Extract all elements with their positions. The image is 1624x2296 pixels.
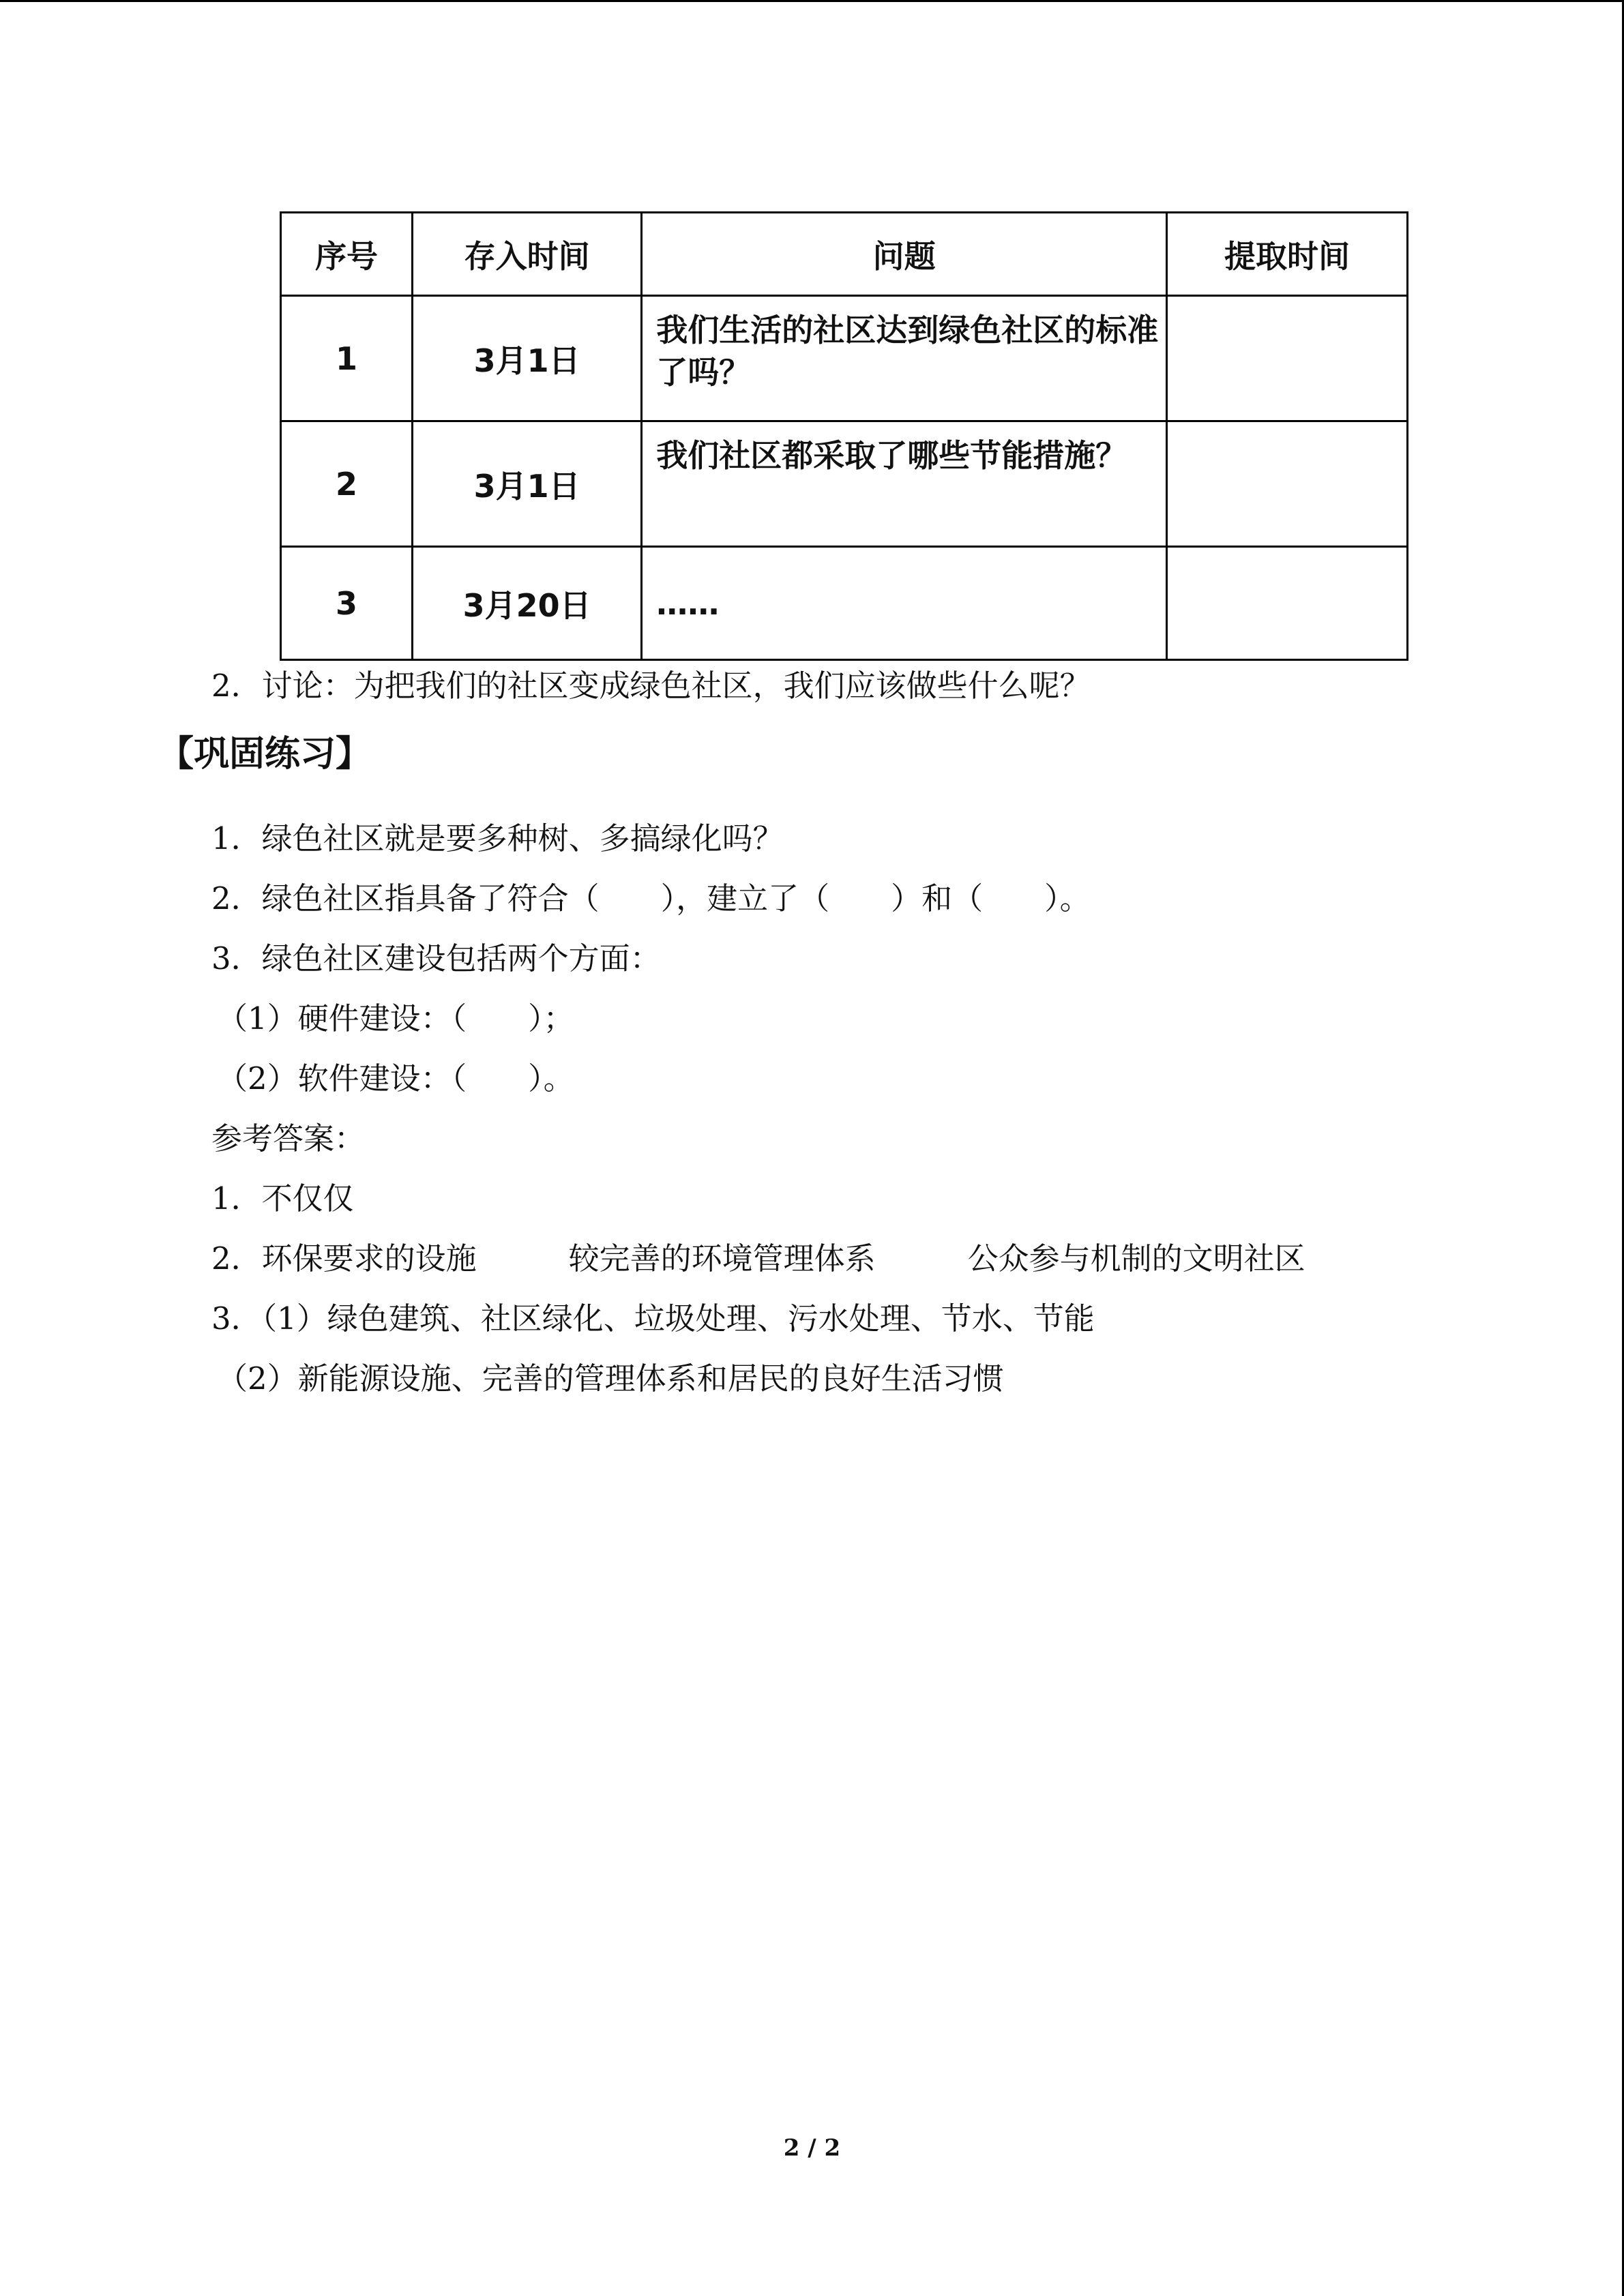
table-row (281, 421, 1408, 547)
header-question: 问题 (642, 213, 1167, 296)
table-header-row (281, 213, 1408, 296)
cell-extract (1167, 547, 1408, 660)
question-record-table (280, 211, 1408, 661)
table-row (281, 296, 1408, 421)
cell-time: 3月20日 (413, 547, 642, 660)
cell-seq: 3 (281, 547, 413, 660)
page-number: 2 / 2 (783, 2134, 841, 2162)
cell-time: 3月1日 (413, 421, 642, 547)
exercise-line: （1）硬件建设：（ ）； (217, 1000, 574, 1037)
exercise-line: 2．绿色社区指具备了符合（ ），建立了（ ）和（ ）。 (211, 880, 1091, 916)
cell-question: …… (642, 547, 1167, 660)
header-seq: 序号 (281, 213, 413, 296)
answers-title: 参考答案： (211, 1120, 366, 1157)
cell-question: 我们生活的社区达到绿色社区的标准了吗？ (642, 296, 1167, 421)
answer-line: 3．（1）绿色建筑、社区绿化、垃圾处理、污水处理、节水、节能 (211, 1300, 1095, 1337)
exercise-line: 1．绿色社区就是要多种树、多搞绿化吗？ (211, 820, 784, 856)
discussion-line: 2．讨论：为把我们的社区变成绿色社区，我们应该做些什么呢？ (211, 668, 1091, 704)
header-deposit-time: 存入时间 (413, 213, 642, 296)
exercise-line: 3．绿色社区建设包括两个方面： (211, 940, 661, 976)
answer-line: 2．环保要求的设施 较完善的环境管理体系 公众参与机制的文明社区 (211, 1240, 1305, 1277)
header-extract-time: 提取时间 (1167, 213, 1408, 296)
answer-line: （2）新能源设施、完善的管理体系和居民的良好生活习惯 (217, 1360, 1004, 1397)
page-top-border (0, 0, 1624, 2)
cell-seq: 1 (281, 296, 413, 421)
exercise-line: （2）软件建设：（ ）。 (217, 1060, 574, 1097)
cell-time: 3月1日 (413, 296, 642, 421)
section-heading: 【巩固练习】 (158, 734, 372, 775)
answer-line: 1．不仅仅 (211, 1180, 354, 1217)
cell-question: 我们社区都采取了哪些节能措施？ (642, 421, 1167, 547)
cell-extract (1167, 296, 1408, 421)
cell-seq: 2 (281, 421, 413, 547)
table-row (281, 547, 1408, 660)
cell-extract (1167, 421, 1408, 547)
